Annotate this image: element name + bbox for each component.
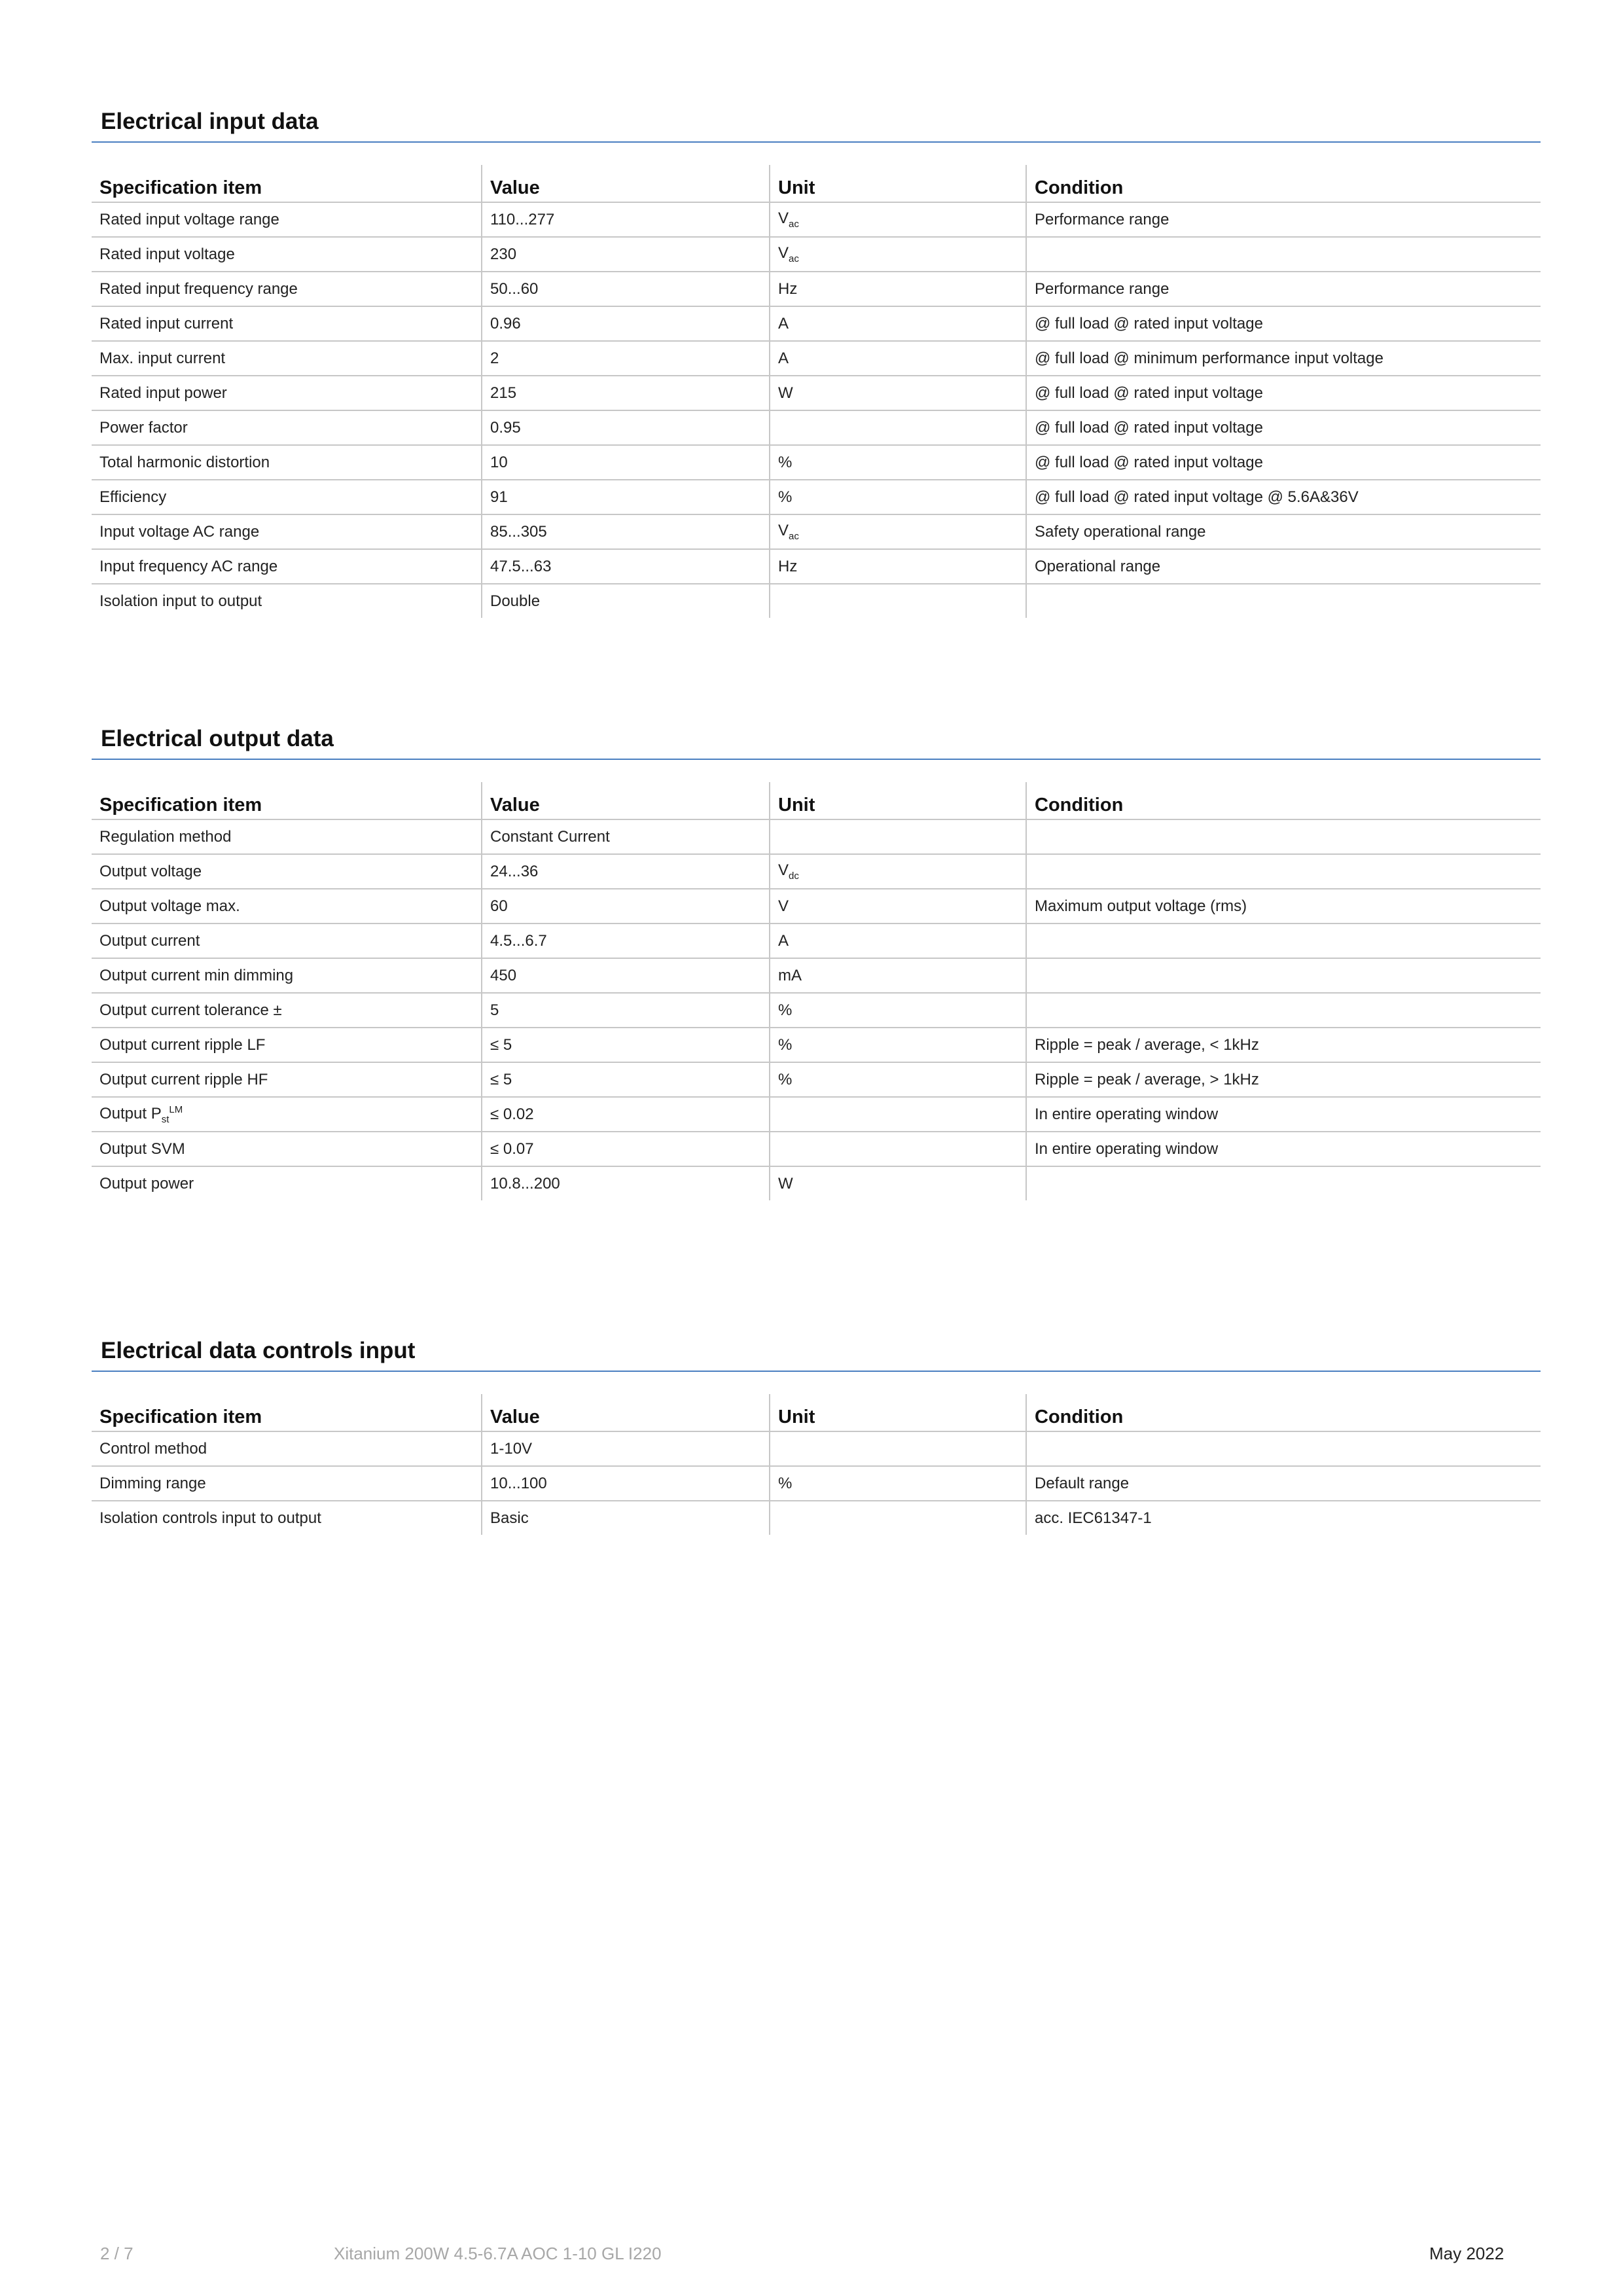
table-row: [92, 306, 1541, 341]
cell-condition: Operational range: [1026, 549, 1541, 584]
cell-condition: [1026, 819, 1541, 854]
cell-value: 2: [482, 341, 770, 376]
unit-text: %: [778, 1474, 793, 1492]
table-header-row: [92, 782, 1541, 819]
cell-unit: [770, 958, 1026, 993]
cell-condition: In entire operating window: [1026, 1132, 1541, 1166]
item-superscript: LM: [169, 1103, 183, 1115]
cell-specification-item: [92, 889, 482, 924]
item-text: Regulation method: [99, 827, 232, 846]
unit-text: %: [778, 453, 793, 471]
table-row: [92, 514, 1541, 549]
item-text: Output P: [99, 1104, 162, 1122]
cell-condition: Performance range: [1026, 202, 1541, 237]
cell-unit: [770, 1431, 1026, 1466]
cell-unit: [770, 549, 1026, 584]
cell-value: 10: [482, 445, 770, 480]
table-row: [92, 584, 1541, 618]
item-text: Output voltage max.: [99, 897, 240, 915]
cell-value: 230: [482, 237, 770, 272]
cell-specification-item: [92, 445, 482, 480]
cell-unit: [770, 1466, 1026, 1501]
item-text: Efficiency: [99, 488, 167, 506]
header-value: Value: [482, 165, 770, 202]
header-condition: Condition: [1026, 165, 1541, 202]
item-text: Rated input current: [99, 314, 234, 332]
cell-specification-item: [92, 480, 482, 514]
unit-text: V: [778, 897, 789, 915]
item-text: Output power: [99, 1174, 194, 1193]
cell-condition: Maximum output voltage (rms): [1026, 889, 1541, 924]
cell-unit: [770, 1166, 1026, 1200]
cell-value: 24...36: [482, 854, 770, 889]
cell-specification-item: [92, 306, 482, 341]
cell-unit: [770, 445, 1026, 480]
cell-specification-item: [92, 819, 482, 854]
cell-condition: Ripple = peak / average, < 1kHz: [1026, 1028, 1541, 1062]
cell-value: 110...277: [482, 202, 770, 237]
unit-subscript: ac: [789, 218, 799, 230]
item-text: Max. input current: [99, 349, 226, 367]
cell-value: 5: [482, 993, 770, 1028]
header-specification-item: Specification item: [92, 782, 482, 819]
table-row: [92, 1062, 1541, 1097]
unit-subscript: ac: [789, 253, 799, 264]
item-text: Output current ripple HF: [99, 1070, 268, 1088]
cell-unit: [770, 1062, 1026, 1097]
page-number: 2 / 7: [100, 2244, 134, 2263]
cell-specification-item: [92, 202, 482, 237]
cell-unit: [770, 584, 1026, 618]
section-electrical-output: [92, 719, 1541, 1200]
table-row: [92, 1132, 1541, 1166]
cell-condition: [1026, 993, 1541, 1028]
table-row: [92, 237, 1541, 272]
cell-condition: @ full load @ rated input voltage: [1026, 445, 1541, 480]
cell-specification-item: [92, 514, 482, 549]
cell-specification-item: [92, 549, 482, 584]
cell-value: 60: [482, 889, 770, 924]
unit-text: A: [778, 349, 789, 367]
table-row: [92, 819, 1541, 854]
item-text: Output current: [99, 931, 200, 950]
cell-condition: @ full load @ minimum performance input voltage: [1026, 341, 1541, 376]
cell-value: ≤ 0.07: [482, 1132, 770, 1166]
unit-subscript: dc: [789, 870, 799, 882]
cell-specification-item: [92, 1501, 482, 1535]
table-header-row: [92, 165, 1541, 202]
item-text: Rated input power: [99, 384, 227, 402]
header-unit: Unit: [770, 165, 1026, 202]
table-row: [92, 993, 1541, 1028]
table-row: [92, 1166, 1541, 1200]
section-electrical-input: [92, 102, 1541, 618]
table-row: [92, 272, 1541, 306]
cell-value: 0.95: [482, 410, 770, 445]
table-header-row: [92, 1394, 1541, 1431]
cell-value: ≤ 5: [482, 1028, 770, 1062]
unit-text: A: [778, 314, 789, 332]
unit-text: Hz: [778, 279, 798, 298]
header-condition: Condition: [1026, 782, 1541, 819]
cell-unit: [770, 854, 1026, 889]
section-title: Electrical input data: [101, 109, 319, 134]
cell-unit: [770, 237, 1026, 272]
cell-unit: [770, 819, 1026, 854]
item-text: Output voltage: [99, 862, 202, 880]
cell-condition: In entire operating window: [1026, 1097, 1541, 1132]
cell-condition: [1026, 1166, 1541, 1200]
cell-specification-item: [92, 1166, 482, 1200]
unit-subscript: ac: [789, 530, 799, 542]
unit-text: %: [778, 1070, 793, 1088]
cell-unit: [770, 1132, 1026, 1166]
cell-unit: [770, 1097, 1026, 1132]
spec-table: [92, 165, 1541, 618]
unit-text: V: [778, 522, 789, 540]
unit-text: V: [778, 244, 789, 262]
header-specification-item: Specification item: [92, 1394, 482, 1431]
section-title: Electrical data controls input: [101, 1338, 416, 1363]
cell-condition: [1026, 958, 1541, 993]
table-row: [92, 480, 1541, 514]
cell-condition: @ full load @ rated input voltage: [1026, 376, 1541, 410]
cell-condition: Performance range: [1026, 272, 1541, 306]
section-divider: [92, 1371, 1541, 1372]
cell-value: Basic: [482, 1501, 770, 1535]
cell-condition: @ full load @ rated input voltage: [1026, 306, 1541, 341]
cell-condition: [1026, 924, 1541, 958]
item-text: Input frequency AC range: [99, 557, 278, 575]
cell-specification-item: [92, 1466, 482, 1501]
item-text: Rated input voltage range: [99, 210, 279, 228]
table-row: [92, 854, 1541, 889]
cell-value: 91: [482, 480, 770, 514]
cell-value: 215: [482, 376, 770, 410]
cell-value: 85...305: [482, 514, 770, 549]
header-unit: Unit: [770, 782, 1026, 819]
unit-text: W: [778, 384, 793, 402]
table-row: [92, 376, 1541, 410]
cell-value: 1-10V: [482, 1431, 770, 1466]
unit-text: A: [778, 931, 789, 950]
spec-table: [92, 1394, 1541, 1535]
item-text: Output SVM: [99, 1139, 185, 1158]
cell-specification-item: [92, 376, 482, 410]
item-text: Control method: [99, 1439, 207, 1458]
cell-unit: [770, 410, 1026, 445]
cell-value: Constant Current: [482, 819, 770, 854]
cell-value: Double: [482, 584, 770, 618]
section-title: Electrical output data: [101, 726, 334, 751]
unit-text: V: [778, 209, 789, 228]
cell-specification-item: [92, 958, 482, 993]
spec-table: [92, 782, 1541, 1200]
item-text: Output current tolerance ±: [99, 1001, 282, 1019]
item-text: Dimming range: [99, 1474, 206, 1492]
table-row: [92, 1028, 1541, 1062]
unit-text: Hz: [778, 557, 798, 575]
unit-text: mA: [778, 966, 802, 984]
cell-condition: [1026, 584, 1541, 618]
cell-specification-item: [92, 1028, 482, 1062]
table-row: [92, 1431, 1541, 1466]
cell-condition: acc. IEC61347-1: [1026, 1501, 1541, 1535]
item-text: Output current min dimming: [99, 966, 294, 984]
cell-specification-item: [92, 854, 482, 889]
unit-text: %: [778, 1035, 793, 1054]
cell-specification-item: [92, 272, 482, 306]
cell-unit: [770, 993, 1026, 1028]
cell-unit: [770, 1028, 1026, 1062]
header-unit: Unit: [770, 1394, 1026, 1431]
unit-text: %: [778, 488, 793, 506]
item-text: Output current ripple LF: [99, 1035, 266, 1054]
unit-text: %: [778, 1001, 793, 1019]
cell-specification-item: [92, 993, 482, 1028]
cell-unit: [770, 1501, 1026, 1535]
cell-condition: @ full load @ rated input voltage @ 5.6A&36V: [1026, 480, 1541, 514]
table-row: [92, 924, 1541, 958]
product-name: Xitanium 200W 4.5-6.7A AOC 1-10 GL I220: [334, 2244, 662, 2263]
item-text: Rated input frequency range: [99, 279, 298, 298]
item-text: Isolation input to output: [99, 592, 262, 610]
table-row: [92, 410, 1541, 445]
cell-unit: [770, 376, 1026, 410]
table-row: [92, 202, 1541, 237]
cell-value: 50...60: [482, 272, 770, 306]
table-row: [92, 341, 1541, 376]
cell-condition: [1026, 1431, 1541, 1466]
item-text: Power factor: [99, 418, 188, 437]
cell-condition: Safety operational range: [1026, 514, 1541, 549]
cell-specification-item: [92, 1097, 482, 1132]
cell-unit: [770, 924, 1026, 958]
unit-text: W: [778, 1174, 793, 1193]
item-text: Total harmonic distortion: [99, 453, 270, 471]
item-subscript: st: [161, 1113, 169, 1125]
cell-specification-item: [92, 1431, 482, 1466]
section-divider: [92, 141, 1541, 143]
cell-specification-item: [92, 410, 482, 445]
section-controls-input: [92, 1331, 1541, 1535]
cell-value: 0.96: [482, 306, 770, 341]
table-row: [92, 1097, 1541, 1132]
cell-value: 47.5...63: [482, 549, 770, 584]
header-value: Value: [482, 782, 770, 819]
cell-unit: [770, 306, 1026, 341]
table-row: [92, 1466, 1541, 1501]
table-row: [92, 549, 1541, 584]
cell-unit: [770, 341, 1026, 376]
table-row: [92, 1501, 1541, 1535]
table-row: [92, 889, 1541, 924]
cell-value: 10.8...200: [482, 1166, 770, 1200]
cell-condition: Default range: [1026, 1466, 1541, 1501]
cell-condition: Ripple = peak / average, > 1kHz: [1026, 1062, 1541, 1097]
item-text: Input voltage AC range: [99, 522, 260, 541]
header-value: Value: [482, 1394, 770, 1431]
table-row: [92, 958, 1541, 993]
cell-condition: [1026, 854, 1541, 889]
cell-specification-item: [92, 1062, 482, 1097]
item-text: Isolation controls input to output: [99, 1509, 321, 1527]
cell-specification-item: [92, 924, 482, 958]
section-divider: [92, 759, 1541, 760]
cell-condition: [1026, 237, 1541, 272]
cell-unit: [770, 480, 1026, 514]
unit-text: V: [778, 861, 789, 880]
item-text: Rated input voltage: [99, 245, 235, 263]
cell-value: ≤ 5: [482, 1062, 770, 1097]
cell-specification-item: [92, 237, 482, 272]
header-specification-item: Specification item: [92, 165, 482, 202]
cell-unit: [770, 889, 1026, 924]
document-date: May 2022: [1429, 2244, 1505, 2263]
cell-specification-item: [92, 341, 482, 376]
cell-unit: [770, 272, 1026, 306]
cell-specification-item: [92, 584, 482, 618]
cell-value: 10...100: [482, 1466, 770, 1501]
cell-unit: [770, 514, 1026, 549]
cell-specification-item: [92, 1132, 482, 1166]
header-condition: Condition: [1026, 1394, 1541, 1431]
cell-value: 450: [482, 958, 770, 993]
cell-value: ≤ 0.02: [482, 1097, 770, 1132]
cell-unit: [770, 202, 1026, 237]
cell-condition: @ full load @ rated input voltage: [1026, 410, 1541, 445]
cell-value: 4.5...6.7: [482, 924, 770, 958]
table-row: [92, 445, 1541, 480]
